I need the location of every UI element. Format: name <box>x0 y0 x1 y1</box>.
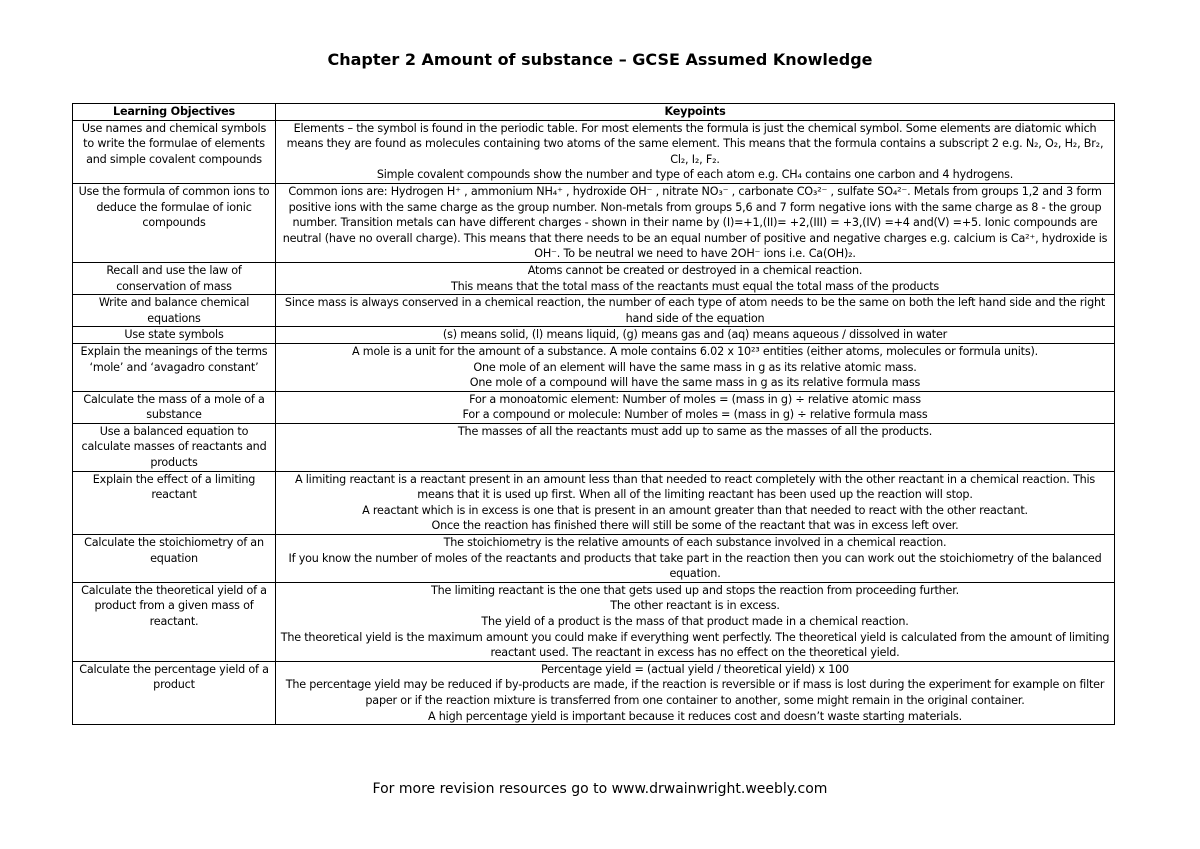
keypoint: A mole is a unit for the amount of a substance. A mole contains 6.02 x 10²³ entities (either atoms, molecules or formula units). <box>351 344 1038 358</box>
page-title: Chapter 2 Amount of substance – GCSE Assumed Knowledge <box>327 50 873 69</box>
objective-cell: Calculate the theoretical yield of a product from a given mass of reactant. <box>73 582 276 661</box>
table-row <box>73 471 1115 534</box>
keypoints-cell <box>276 183 1115 262</box>
table-row <box>73 423 1115 471</box>
table-row <box>73 327 1115 344</box>
table-row <box>73 343 1115 391</box>
keypoints-cell <box>276 327 1115 344</box>
keypoint: The stoichiometry is the relative amounts of each substance involved in a chemical reaction. <box>443 536 947 550</box>
keypoints-cell <box>276 391 1115 423</box>
keypoints-cell <box>276 471 1115 534</box>
keypoint: For a monoatomic element: Number of moles = (mass in g) ÷ relative atomic mass <box>469 392 921 406</box>
keypoint: A high percentage yield is important because it reduces cost and doesn’t waste starting materials. <box>427 709 963 723</box>
keypoint: One mole of an element will have the same mass in g as its relative atomic mass. <box>473 360 917 374</box>
footer-resource-link: For more revision resources go to www.drwainwright.weebly.com <box>372 781 828 797</box>
keypoint: The other reactant is in excess. <box>610 599 780 613</box>
table-row <box>73 582 1115 661</box>
objective-cell: Use state symbols <box>73 327 276 344</box>
keypoint: Elements – the symbol is found in the periodic table. For most elements the formula is just the chemical symbol. Some elements are diatomic which means they are found as molecules containing two atoms of the same element. This means that the formula contains a subscript 2 e.g. N₂, O₂, H₂, Br₂, Cl₂, I₂, F₂. <box>286 121 1104 166</box>
objectives-table <box>72 103 1115 725</box>
keypoint: The percentage yield may be reduced if by-products are made, if the reaction is reversible or if mass is lost during the experiment for example on filter paper or if the reaction mixture is transferred from one container to another, some might remain in the original container. <box>285 678 1105 707</box>
objective-cell: Recall and use the law of conservation of mass <box>73 262 276 294</box>
keypoint: If you know the number of moles of the reactants and products that take part in the reaction then you can work out the stoichiometry of the balanced equation. <box>288 551 1102 581</box>
objective-cell: Explain the effect of a limiting reactant <box>73 471 276 534</box>
keypoints-cell <box>276 343 1115 391</box>
keypoint: Common ions are: Hydrogen H⁺ , ammonium NH₄⁺ , hydroxide OH⁻ , nitrate NO₃⁻ , carbonate CO₃²⁻ , sulfate SO₄²⁻. Metals from groups 1,2 and 3 form positive ions with the same charge as the group number. Non-metals from groups 5,6 and 7 form negative ions with the same charge as 8 - the group number. Transition metals can have different charges - shown in their name by (I)=+1,(II)= +2,(III) = +3,(IV) =+4 and(V) =+5. Ionic compounds are neutral (have no overall charge). This means that there needs to be an equal number of positive and negative charges e.g. calcium is Ca²⁺, hydroxide is OH⁻. To be neutral we need to have 2OH⁻ ions i.e. Ca(OH)₂. <box>282 184 1108 261</box>
header-learning-objectives: Learning Objectives <box>73 104 276 121</box>
keypoint: One mole of a compound will have the same mass in g as its relative formula mass <box>469 376 921 390</box>
keypoint: This means that the total mass of the reactants must equal the total mass of the products <box>450 279 940 293</box>
keypoint: A reactant which is in excess is one that is present in an amount greater than that needed to react with the other reactant. <box>362 503 1028 517</box>
table-header-row <box>73 104 1115 121</box>
keypoints-cell <box>276 582 1115 661</box>
keypoint: For a compound or molecule: Number of moles = (mass in g) ÷ relative formula mass <box>462 408 928 422</box>
objective-cell: Calculate the percentage yield of a product <box>73 661 276 724</box>
table-row <box>73 120 1115 183</box>
keypoint: Since mass is always conserved in a chemical reaction, the number of each type of atom needs to be the same on both the left hand side and the right hand side of the equation <box>284 296 1106 325</box>
keypoint: The yield of a product is the mass of that product made in a chemical reaction. <box>481 615 909 628</box>
objective-cell: Calculate the stoichiometry of an equation <box>73 535 276 583</box>
keypoints-cell <box>276 295 1115 327</box>
table-row <box>73 183 1115 262</box>
keypoint: Once the reaction has finished there will still be some of the reactant that was in excess left over. <box>431 519 959 533</box>
table-row <box>73 661 1115 724</box>
keypoints-cell <box>276 535 1115 583</box>
table-row <box>73 535 1115 583</box>
keypoints-cell <box>276 120 1115 183</box>
keypoints-cell <box>276 262 1115 294</box>
keypoint: A limiting reactant is a reactant present in an amount less than that needed to react completely with the other reactant in a chemical reaction. This means that it is used up first. When all of the limiting reactant has been used up the reaction will stop. <box>294 472 1096 502</box>
keypoints-cell <box>276 661 1115 724</box>
objective-cell: Use a balanced equation to calculate masses of reactants and products <box>73 423 276 471</box>
keypoint: Percentage yield = (actual yield / theoretical yield) x 100 <box>541 662 849 676</box>
objective-cell: Write and balance chemical equations <box>73 295 276 327</box>
keypoint: Atoms cannot be created or destroyed in a chemical reaction. <box>527 263 863 277</box>
table-row <box>73 295 1115 327</box>
objective-cell: Explain the meanings of the terms ‘mole’ and ‘avagadro constant’ <box>73 343 276 391</box>
keypoint: The theoretical yield is the maximum amount you could make if everything went perfectly. The theoretical yield is calculated from the amount of limiting reactant used. The reactant in excess has no effect on the theoretical yield. <box>280 630 1110 660</box>
table-row <box>73 262 1115 294</box>
objective-cell: Use names and chemical symbols to write the formulae of elements and simple covalent compounds <box>73 120 276 183</box>
keypoint: The masses of all the reactants must add up to same as the masses of all the products. <box>457 424 933 438</box>
header-keypoints: Keypoints <box>276 104 1115 121</box>
keypoint: (s) means solid, (l) means liquid, (g) means gas and (aq) means aqueous / dissolved in water <box>442 328 948 342</box>
keypoint: The limiting reactant is the one that gets used up and stops the reaction from proceeding further. <box>431 583 959 597</box>
objective-cell: Use the formula of common ions to deduce the formulae of ionic compounds <box>73 183 276 262</box>
objective-cell: Calculate the mass of a mole of a substance <box>73 391 276 423</box>
keypoint: Simple covalent compounds show the number and type of each atom e.g. CH₄ contains one carbon and 4 hydrogens. <box>376 168 1014 182</box>
table-row <box>73 391 1115 423</box>
keypoints-cell <box>276 423 1115 471</box>
